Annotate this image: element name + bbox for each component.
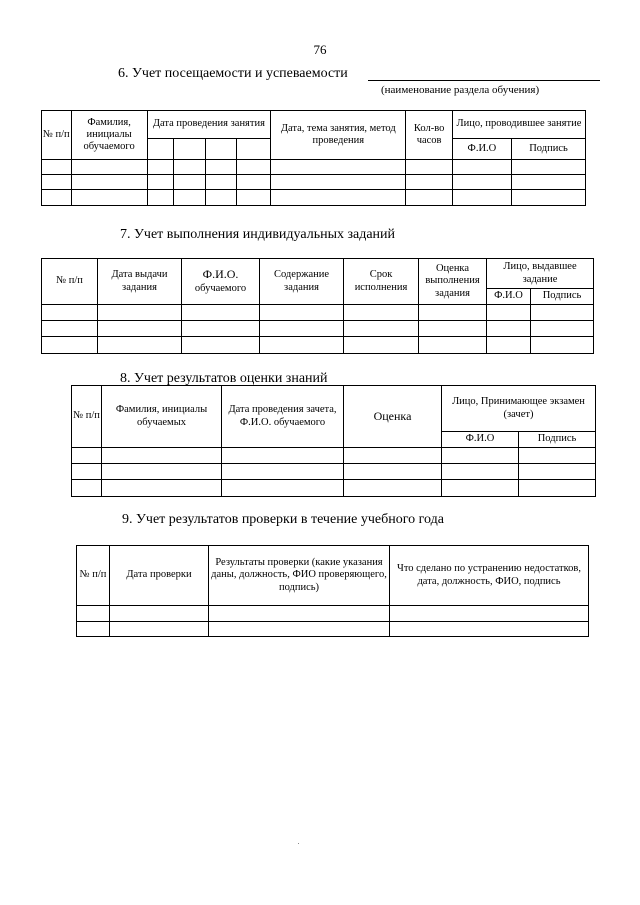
scan-speck (298, 843, 299, 844)
section-9-title: 9. Учет результатов проверки в течение учебного года (122, 512, 444, 527)
section-8-title: 8. Учет результатов оценки знаний (120, 371, 328, 386)
col-person: Лицо, выдавшее задание (487, 259, 594, 289)
col-name: Фамилия, инициалы обучаемого (71, 111, 147, 160)
table-row (42, 160, 586, 175)
col-person: Лицо, Принимающее экзамен (зачет) (442, 386, 596, 432)
col-person: Лицо, проводившее занятие (452, 111, 585, 139)
table-row (42, 321, 594, 337)
col-num: № п/п (77, 546, 110, 606)
table-row (42, 190, 586, 206)
col-topic: Дата, тема занятия, метод проведения (271, 111, 406, 160)
col-hours: Кол-во часов (406, 111, 452, 160)
table-attendance (41, 110, 586, 206)
col-results: Результаты проверки (какие указания даны, должность, ФИО проверяющего, подпись) (209, 546, 390, 606)
col-done: Что сделано по устранению недостатков, дата, должность, ФИО, подпись (390, 546, 589, 606)
col-content: Содержание задания (260, 259, 344, 305)
section-7-title: 7. Учет выполнения индивидуальных заданий (120, 227, 396, 242)
table-row (72, 480, 596, 497)
section-6-caption: (наименование раздела обучения) (381, 84, 540, 96)
col-student-fio: Ф.И.О. обучаемого (182, 259, 260, 305)
col-name: Фамилия, инициалы обучаемых (102, 386, 222, 448)
table-row (77, 622, 589, 637)
col-fio: Ф.И.О (452, 139, 511, 160)
table-row (72, 448, 596, 464)
col-sign: Подпись (511, 139, 585, 160)
col-grade: Оценка выполнения задания (419, 259, 487, 305)
col-fio: Ф.И.О (442, 432, 519, 448)
table-row (42, 305, 594, 321)
table-knowledge-assessment (71, 385, 596, 497)
section-6-blank-line (368, 80, 600, 81)
col-fio: Ф.И.О (487, 289, 531, 305)
table-row (72, 464, 596, 480)
page-number: 76 (313, 42, 327, 57)
section-6-title: 6. Учет посещаемости и успеваемости (118, 66, 348, 81)
col-exam-date: Дата проведения зачета, Ф.И.О. обучаемого (222, 386, 344, 448)
col-issue-date: Дата выдачи задания (98, 259, 182, 305)
col-term: Срок исполнения (344, 259, 419, 305)
table-row (42, 337, 594, 354)
col-sign: Подпись (519, 432, 596, 448)
col-sign: Подпись (531, 289, 594, 305)
col-num: № п/п (42, 259, 98, 305)
col-num: № п/п (42, 111, 72, 160)
col-inspection-date: Дата проверки (110, 546, 209, 606)
col-grade: Оценка (344, 386, 442, 448)
col-date: Дата проведения занятия (147, 111, 271, 139)
table-row (42, 175, 586, 190)
table-inspection-results (76, 545, 589, 637)
table-individual-tasks (41, 258, 594, 354)
table-row (77, 606, 589, 622)
col-num: № п/п (72, 386, 102, 448)
